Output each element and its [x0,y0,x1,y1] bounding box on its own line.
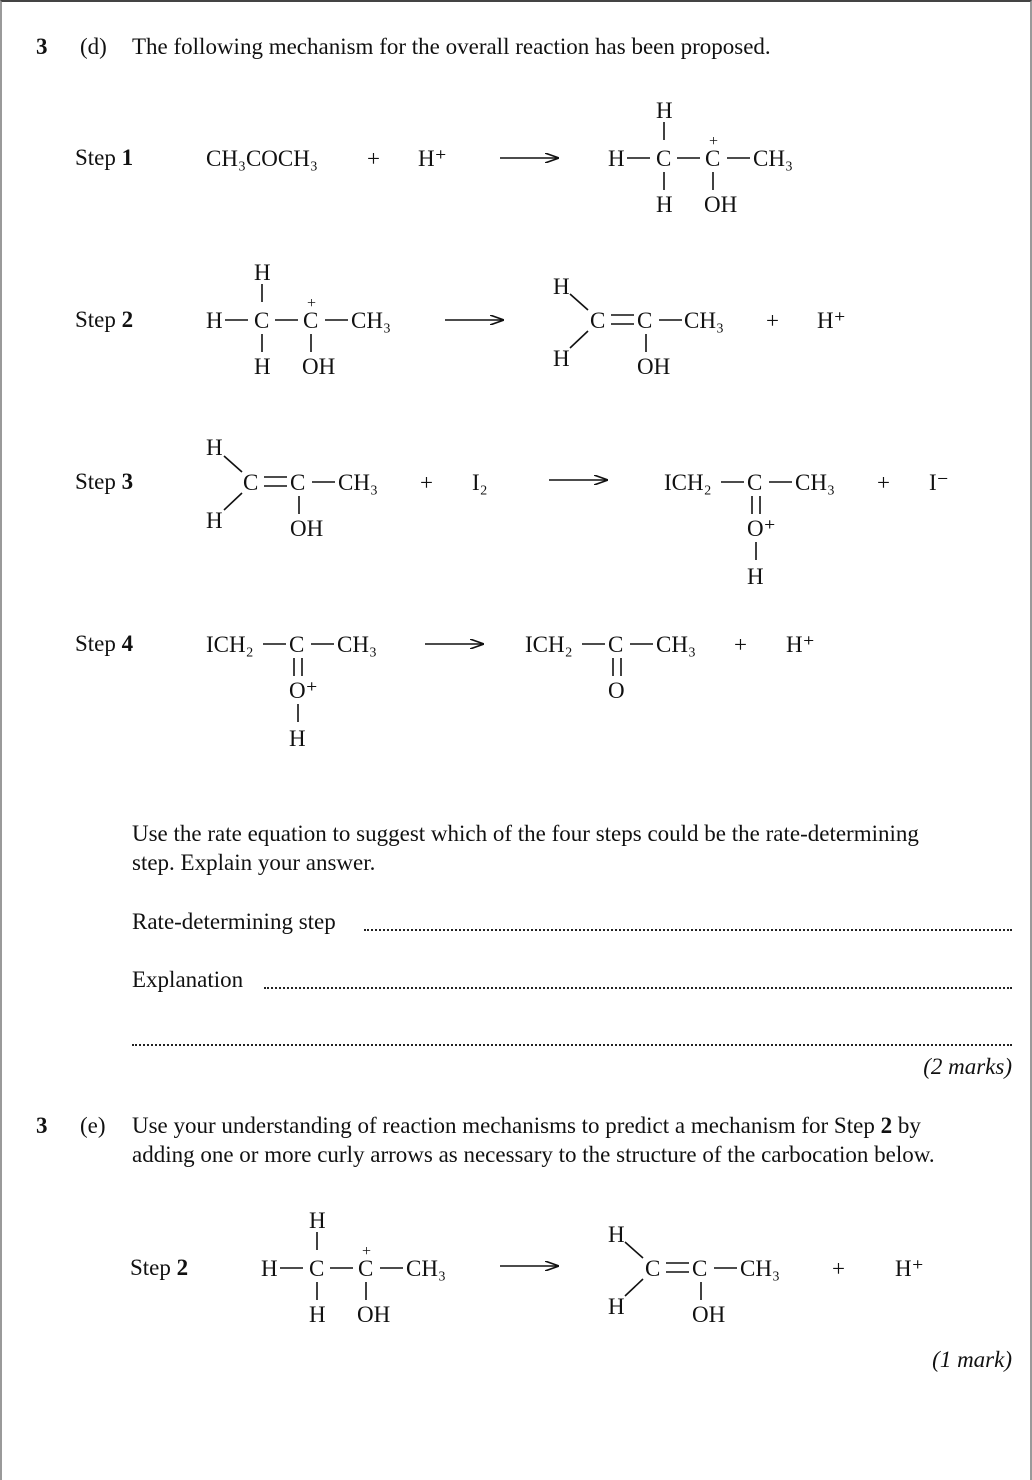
iodide-ion: I⁻ [929,470,949,495]
explanation-answer-line[interactable] [264,987,1012,989]
hydroxyl-group: OH [290,516,324,541]
step-number: 2 [176,1255,189,1280]
atom-h: H [309,1208,326,1233]
carbocation-scheme[interactable] [0,1190,1032,1340]
rate-determining-label: Rate-determining step [132,909,336,934]
plus-sign: + [877,470,890,495]
proton: H⁺ [895,1256,924,1281]
question-e-line-1 [132,1112,921,1141]
question-intro: The following mechanism for the overall reaction has been proposed. [132,34,771,59]
question-number: 3 [36,1113,48,1138]
atom-c: C [254,308,270,333]
acetone-formula: CH₃COCH₃ [206,146,318,171]
hydroxyl-group: OH [704,192,738,217]
atom-h: H [289,726,306,751]
atom-h: H [553,346,570,371]
single-bond [570,294,588,310]
atom-c: C [243,470,259,495]
iodomethyl-group: ICH₂ [206,632,254,657]
atom-h: H [656,192,673,217]
proton: H⁺ [786,632,815,657]
single-bond [625,1279,643,1296]
single-bond [224,456,242,472]
plus-sign: + [367,146,380,171]
positive-charge: + [709,133,719,150]
methyl-group: CH₃ [795,470,835,495]
atom-c: C [608,632,624,657]
step-word: Step [75,145,116,170]
methyl-group: CH₃ [337,632,377,657]
atom-c: C [309,1256,325,1281]
methyl-group: CH₃ [406,1256,446,1281]
atom-c: C [656,146,672,171]
single-bond [224,493,242,510]
atom-c: C [637,308,653,333]
atom-c: C [692,1256,708,1281]
question-e-text: Use your understanding of reaction mechanisms to predict a mechanism for Step [132,1113,881,1138]
atom-h: H [309,1302,326,1327]
step-word: Step [75,307,116,332]
single-bond [625,1242,643,1258]
methyl-group: CH₃ [351,308,391,333]
question-e-text: by [892,1113,921,1138]
atom-h: H [747,564,764,589]
iodine-molecule: I₂ [472,470,488,495]
atom-c: C [645,1256,661,1281]
question-part: (d) [80,34,107,59]
step-word: Step [75,469,116,494]
step-number: 3 [121,469,134,494]
hydroxyl-group: OH [692,1302,726,1327]
carbonyl-oxygen: O [608,678,625,703]
step-word: Step [75,631,116,656]
plus-sign: + [734,632,747,657]
atom-c: C [747,470,763,495]
marks-label: (2 marks) [923,1054,1012,1079]
methyl-group: CH₃ [684,308,724,333]
oxonium-atom: O⁺ [289,678,318,703]
oxonium-atom: O⁺ [747,516,776,541]
atom-c: C [303,308,319,333]
question-e-step-ref: 2 [880,1113,893,1138]
hydroxyl-group: OH [637,354,671,379]
atom-h: H [254,354,271,379]
iodomethyl-group: ICH₂ [525,632,573,657]
methyl-group: CH₃ [740,1256,780,1281]
question-part: (e) [80,1113,106,1138]
plus-sign: + [420,470,433,495]
atom-c: C [705,146,721,171]
prompt-line-1: Use the rate equation to suggest which of the four steps could be the rate-determining [132,821,919,846]
methyl-group: CH₃ [753,146,793,171]
atom-h: H [206,308,223,333]
atom-c: C [358,1256,374,1281]
positive-charge: + [307,295,317,312]
step-number: 1 [121,145,134,170]
marks-label: (1 mark) [932,1347,1012,1372]
prompt-line-2: step. Explain your answer. [132,850,376,875]
single-bond [570,331,588,348]
explanation-answer-line-2[interactable] [132,1044,1012,1046]
atom-h: H [261,1256,278,1281]
methyl-group: CH₃ [656,632,696,657]
proton: H⁺ [418,146,447,171]
atom-h: H [206,435,223,460]
atom-h: H [254,260,271,285]
methyl-group: CH₃ [338,470,378,495]
atom-c: C [290,470,306,495]
atom-h: H [608,1294,625,1319]
explanation-label: Explanation [132,967,244,992]
atom-h: H [608,1222,625,1247]
rate-determining-answer-line[interactable] [364,929,1012,931]
atom-c: C [289,632,305,657]
iodomethyl-group: ICH₂ [664,470,712,495]
atom-h: H [553,274,570,299]
atom-h: H [608,146,625,171]
question-e-line-2: adding one or more curly arrows as necessary to the structure of the carbocation below. [132,1142,935,1167]
hydroxyl-group: OH [357,1302,391,1327]
step-word: Step [130,1255,171,1280]
plus-sign: + [832,1256,845,1281]
atom-h: H [656,98,673,123]
question-number: 3 [36,34,48,59]
atom-c: C [590,308,606,333]
step-number: 4 [121,631,134,656]
plus-sign: + [766,308,779,333]
positive-charge: + [362,1243,372,1260]
step-number: 2 [121,307,134,332]
proton: H⁺ [817,308,846,333]
atom-h: H [206,508,223,533]
hydroxyl-group: OH [302,354,336,379]
